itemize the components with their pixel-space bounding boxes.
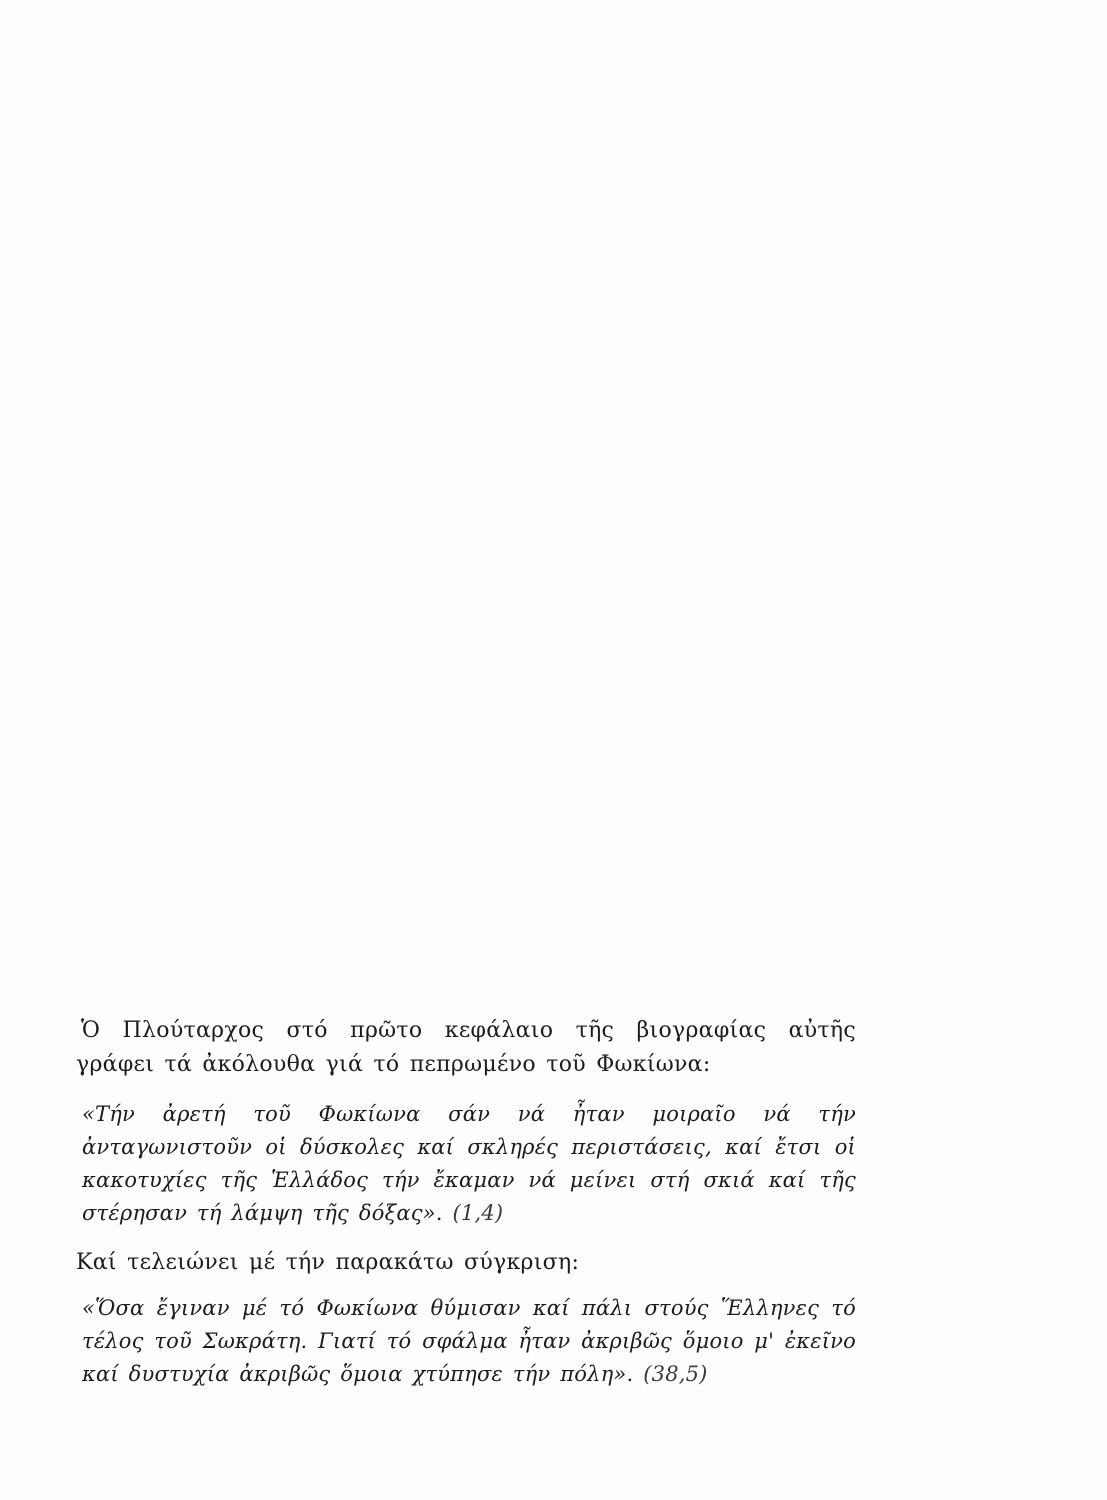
quote-block-one [76,1098,856,1230]
second-paragraph: Καί τελειώνει μέ τήν παρακάτω σύγκριση: [76,1250,580,1275]
intro-paragraph: Ὁ Πλούταρχος στό πρῶτο κεφάλαιο τῆς βιογραφίας αὐτῆς γράφει τά ἀκόλουθα γιά τό πεπρωμένο τοῦ Φωκίωνα: [76,1018,856,1077]
quote-one-text: «Τήν ἀρετή τοῦ Φωκίωνα σάν νά ἦταν μοιραῖο νά τήν ἀνταγωνιστοῦν οἱ δύσκολες καί σκληρές περιστάσεις, καί ἔτσι οἱ κακοτυχίες τῆς Ἑλλάδος τήν ἔκαμαν νά μείνει στή σκιά καί τῆς στέρησαν τή λάμψη τῆς δόξας». [82,1102,856,1225]
quote-two-reference: (38,5) [643,1362,708,1386]
text-block [76,1014,856,1391]
quote-block-two [76,1292,856,1391]
quote-two-text: «Ὅσα ἔγιναν μέ τό Φωκίωνα θύμισαν καί πάλι στούς Ἕλληνες τό τέλος τοῦ Σωκράτη. Γιατί τό σφάλμα ἦταν ἀκριβῶς ὅμοιο μ' ἐκεῖνο καί δυστυχία ἀκριβῶς ὅμοια χτύπησε τήν πόλη». [82,1296,856,1386]
quote-one-reference: (1,4) [452,1201,504,1225]
